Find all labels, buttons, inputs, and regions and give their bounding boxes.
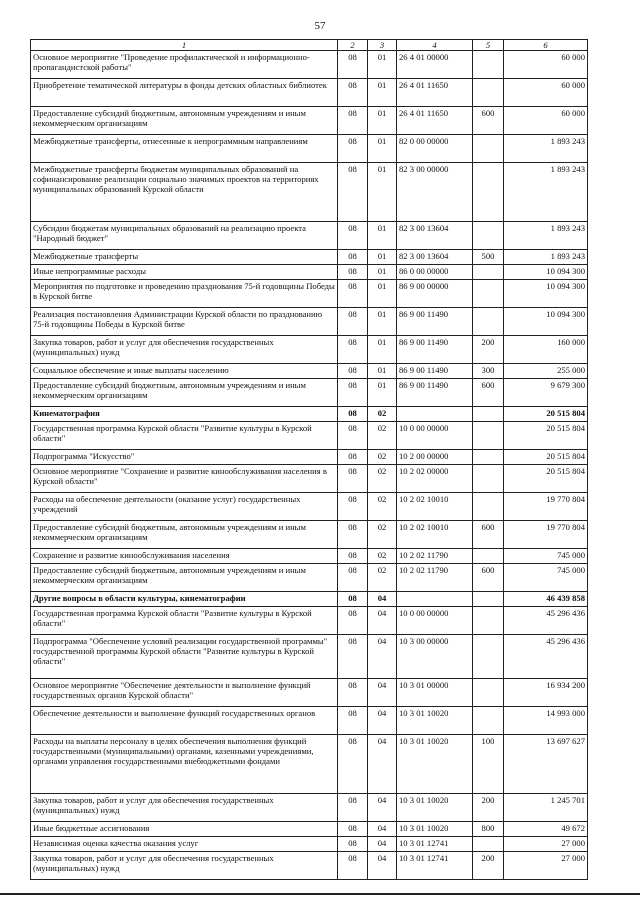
amount-cell: 20 515 804	[504, 465, 588, 493]
expense-type-cell: 300	[473, 364, 504, 379]
table-row	[31, 592, 588, 607]
section-code-cell: 08	[338, 79, 368, 107]
subsection-code-cell: 02	[368, 549, 397, 564]
target-article-cell: 86 9 00 00000	[397, 280, 473, 308]
section-code-cell: 08	[338, 852, 368, 880]
subsection-code-cell: 04	[368, 837, 397, 852]
table-row	[31, 379, 588, 407]
section-code-cell: 08	[338, 607, 368, 635]
column-header: 4	[397, 40, 473, 51]
section-code-cell: 08	[338, 592, 368, 607]
target-article-cell: 82 0 00 00000	[397, 135, 473, 163]
row-name-cell: Обеспечение деятельности и выполнение функций государственных органов	[31, 707, 338, 735]
row-name-cell: Иные бюджетные ассигнования	[31, 822, 338, 837]
amount-cell: 19 770 804	[504, 493, 588, 521]
target-article-cell: 10 3 01 10020	[397, 735, 473, 794]
expense-type-cell: 200	[473, 852, 504, 880]
amount-cell: 10 094 300	[504, 280, 588, 308]
expense-type-cell	[473, 707, 504, 735]
target-article-cell: 10 2 02 11790	[397, 564, 473, 592]
table-row	[31, 107, 588, 135]
subsection-code-cell: 02	[368, 450, 397, 465]
subsection-code-cell: 01	[368, 51, 397, 79]
table-row	[31, 407, 588, 422]
amount-cell: 1 893 243	[504, 222, 588, 250]
expense-type-cell	[473, 607, 504, 635]
row-name-cell: Предоставление субсидий бюджетным, автономным учреждениям и иным некоммерческим организациям	[31, 379, 338, 407]
expense-type-cell	[473, 450, 504, 465]
subsection-code-cell: 02	[368, 521, 397, 549]
row-name-cell: Предоставление субсидий бюджетным, автономным учреждениям и иным некоммерческим организациям	[31, 107, 338, 135]
amount-cell: 13 697 627	[504, 735, 588, 794]
section-code-cell: 08	[338, 549, 368, 564]
subsection-code-cell: 04	[368, 707, 397, 735]
target-article-cell: 26 4 01 11650	[397, 107, 473, 135]
amount-cell: 45 296 436	[504, 635, 588, 679]
target-article-cell: 86 9 00 11490	[397, 308, 473, 336]
table-row	[31, 549, 588, 564]
section-code-cell: 08	[338, 679, 368, 707]
column-header: 1	[31, 40, 338, 51]
subsection-code-cell: 01	[368, 107, 397, 135]
expense-type-cell	[473, 422, 504, 450]
subsection-code-cell: 04	[368, 635, 397, 679]
subsection-code-cell: 04	[368, 607, 397, 635]
subsection-code-cell: 01	[368, 308, 397, 336]
subsection-code-cell: 04	[368, 592, 397, 607]
section-code-cell: 08	[338, 794, 368, 822]
row-name-cell: Закупка товаров, работ и услуг для обеспечения государственных (муниципальных) нужд	[31, 794, 338, 822]
table-row	[31, 607, 588, 635]
column-header: 6	[504, 40, 588, 51]
row-name-cell: Приобретение тематической литературы в фонды детских областных библиотек	[31, 79, 338, 107]
table-row	[31, 79, 588, 107]
target-article-cell: 82 3 00 00000	[397, 163, 473, 222]
subsection-code-cell: 01	[368, 364, 397, 379]
row-name-cell: Предоставление субсидий бюджетным, автономным учреждениям и иным некоммерческим организациям	[31, 521, 338, 549]
subsection-code-cell: 01	[368, 280, 397, 308]
expense-type-cell	[473, 308, 504, 336]
amount-cell: 745 000	[504, 549, 588, 564]
table-row	[31, 336, 588, 364]
section-code-cell: 08	[338, 493, 368, 521]
table-row	[31, 822, 588, 837]
amount-cell: 20 515 804	[504, 450, 588, 465]
subsection-code-cell: 04	[368, 852, 397, 880]
row-name-cell: Расходы на обеспечение деятельности (оказание услуг) государственных учреждений	[31, 493, 338, 521]
target-article-cell: 86 0 00 00000	[397, 265, 473, 280]
expense-type-cell: 500	[473, 250, 504, 265]
section-code-cell: 08	[338, 837, 368, 852]
subsection-code-cell: 01	[368, 336, 397, 364]
table-row	[31, 837, 588, 852]
target-article-cell: 86 9 00 11490	[397, 364, 473, 379]
table-row	[31, 493, 588, 521]
section-code-cell: 08	[338, 465, 368, 493]
amount-cell: 27 000	[504, 852, 588, 880]
section-code-cell: 08	[338, 336, 368, 364]
expense-type-cell	[473, 163, 504, 222]
section-code-cell: 08	[338, 280, 368, 308]
section-code-cell: 08	[338, 51, 368, 79]
amount-cell: 45 296 436	[504, 607, 588, 635]
expense-type-cell	[473, 407, 504, 422]
row-name-cell: Другие вопросы в области культуры, кинематографии	[31, 592, 338, 607]
subsection-code-cell: 01	[368, 135, 397, 163]
row-name-cell: Подпрограмма "Обеспечение условий реализации государственной программы" государственной программы Курской области "Развитие культуры в Курской области"	[31, 635, 338, 679]
row-name-cell: Межбюджетные трансферты бюджетам муниципальных образований на софинансирование реализации социально значимых проектов на территориях муниципальных образований Курской области	[31, 163, 338, 222]
expense-type-cell	[473, 679, 504, 707]
row-name-cell: Закупка товаров, работ и услуг для обеспечения государственных (муниципальных) нужд	[31, 852, 338, 880]
subsection-code-cell: 01	[368, 79, 397, 107]
subsection-code-cell: 02	[368, 422, 397, 450]
expense-type-cell	[473, 635, 504, 679]
expense-type-cell	[473, 592, 504, 607]
row-name-cell: Кинематография	[31, 407, 338, 422]
amount-cell: 19 770 804	[504, 521, 588, 549]
expense-type-cell	[473, 51, 504, 79]
subsection-code-cell: 01	[368, 222, 397, 250]
subsection-code-cell: 02	[368, 493, 397, 521]
row-name-cell: Независимая оценка качества оказания услуг	[31, 837, 338, 852]
expense-type-cell	[473, 265, 504, 280]
table-row	[31, 308, 588, 336]
table-row	[31, 852, 588, 880]
target-article-cell: 10 2 02 11790	[397, 549, 473, 564]
section-code-cell: 08	[338, 407, 368, 422]
subsection-code-cell: 01	[368, 250, 397, 265]
section-code-cell: 08	[338, 107, 368, 135]
amount-cell: 60 000	[504, 51, 588, 79]
amount-cell: 60 000	[504, 107, 588, 135]
section-code-cell: 08	[338, 822, 368, 837]
table-row	[31, 163, 588, 222]
table-row	[31, 679, 588, 707]
expense-type-cell: 200	[473, 794, 504, 822]
expense-type-cell	[473, 465, 504, 493]
row-name-cell: Основное мероприятие "Сохранение и развитие кинообслуживания населения в Курской области"	[31, 465, 338, 493]
target-article-cell: 82 3 00 13604	[397, 250, 473, 265]
target-article-cell	[397, 407, 473, 422]
expense-type-cell: 200	[473, 336, 504, 364]
row-name-cell: Мероприятия по подготовке и проведению празднования 75-й годовщины Победы в Курской битве	[31, 280, 338, 308]
target-article-cell: 10 3 01 10020	[397, 707, 473, 735]
target-article-cell: 10 2 02 00000	[397, 465, 473, 493]
expense-type-cell	[473, 222, 504, 250]
target-article-cell: 10 2 02 10010	[397, 493, 473, 521]
amount-cell: 255 000	[504, 364, 588, 379]
amount-cell: 1 893 243	[504, 163, 588, 222]
table-row	[31, 564, 588, 592]
section-code-cell: 08	[338, 707, 368, 735]
expense-type-cell: 600	[473, 564, 504, 592]
target-article-cell: 10 2 00 00000	[397, 450, 473, 465]
amount-cell: 14 993 000	[504, 707, 588, 735]
table-row	[31, 794, 588, 822]
table-row	[31, 735, 588, 794]
amount-cell: 160 000	[504, 336, 588, 364]
amount-cell: 49 672	[504, 822, 588, 837]
table-row	[31, 422, 588, 450]
table-row	[31, 465, 588, 493]
amount-cell: 9 679 300	[504, 379, 588, 407]
section-code-cell: 08	[338, 135, 368, 163]
row-name-cell: Основное мероприятие "Обеспечение деятельности и выполнение функций государственных органов Курской области"	[31, 679, 338, 707]
row-name-cell: Иные непрограммные расходы	[31, 265, 338, 280]
subsection-code-cell: 04	[368, 735, 397, 794]
amount-cell: 1 893 243	[504, 135, 588, 163]
row-name-cell: Государственная программа Курской области "Развитие культуры в Курской области"	[31, 607, 338, 635]
section-code-cell: 08	[338, 364, 368, 379]
target-article-cell: 26 4 01 00000	[397, 51, 473, 79]
table-row	[31, 450, 588, 465]
expense-type-cell: 100	[473, 735, 504, 794]
section-code-cell: 08	[338, 222, 368, 250]
target-article-cell: 82 3 00 13604	[397, 222, 473, 250]
amount-cell: 16 934 200	[504, 679, 588, 707]
row-name-cell: Закупка товаров, работ и услуг для обеспечения государственных (муниципальных) нужд	[31, 336, 338, 364]
table-row	[31, 635, 588, 679]
section-code-cell: 08	[338, 265, 368, 280]
table-row	[31, 135, 588, 163]
target-article-cell: 86 9 00 11490	[397, 379, 473, 407]
amount-cell: 46 439 858	[504, 592, 588, 607]
subsection-code-cell: 01	[368, 379, 397, 407]
target-article-cell: 10 3 01 10020	[397, 822, 473, 837]
table-row	[31, 707, 588, 735]
amount-cell: 10 094 300	[504, 308, 588, 336]
section-code-cell: 08	[338, 450, 368, 465]
table-row	[31, 280, 588, 308]
amount-cell: 20 515 804	[504, 422, 588, 450]
column-header: 3	[368, 40, 397, 51]
amount-cell: 1 893 243	[504, 250, 588, 265]
page-number: 57	[314, 20, 326, 32]
section-code-cell: 08	[338, 379, 368, 407]
expense-type-cell	[473, 135, 504, 163]
section-code-cell: 08	[338, 564, 368, 592]
row-name-cell: Государственная программа Курской области "Развитие культуры в Курской области"	[31, 422, 338, 450]
budget-table	[30, 39, 588, 880]
row-name-cell: Расходы на выплаты персоналу в целях обеспечения выполнения функций государственными (муниципальными) органами, казенными учреждениями, органами управления государственными внебюджетными фондами	[31, 735, 338, 794]
subsection-code-cell: 02	[368, 465, 397, 493]
target-article-cell: 10 3 00 00000	[397, 635, 473, 679]
row-name-cell: Основное мероприятие "Проведение профилактической и информационно-пропагандистской работы"	[31, 51, 338, 79]
target-article-cell: 10 3 01 00000	[397, 679, 473, 707]
section-code-cell: 08	[338, 422, 368, 450]
amount-cell: 10 094 300	[504, 265, 588, 280]
expense-type-cell: 600	[473, 107, 504, 135]
column-number-row	[31, 40, 588, 51]
table-row	[31, 521, 588, 549]
section-code-cell: 08	[338, 250, 368, 265]
expense-type-cell	[473, 79, 504, 107]
row-name-cell: Сохранение и развитие кинообслуживания населения	[31, 549, 338, 564]
row-name-cell: Межбюджетные трансферты, отнесенные к непрограммным направлениям	[31, 135, 338, 163]
table-row	[31, 250, 588, 265]
expense-type-cell	[473, 493, 504, 521]
expense-type-cell	[473, 549, 504, 564]
row-name-cell: Предоставление субсидий бюджетным, автономным учреждениям и иным некоммерческим организациям	[31, 564, 338, 592]
table-row	[31, 265, 588, 280]
subsection-code-cell: 04	[368, 679, 397, 707]
table-body	[31, 51, 588, 880]
table-row	[31, 222, 588, 250]
section-code-cell: 08	[338, 635, 368, 679]
subsection-code-cell: 01	[368, 163, 397, 222]
expense-type-cell	[473, 280, 504, 308]
subsection-code-cell: 02	[368, 564, 397, 592]
target-article-cell: 86 9 00 11490	[397, 336, 473, 364]
target-article-cell: 10 2 02 10010	[397, 521, 473, 549]
bottom-divider	[0, 893, 640, 895]
subsection-code-cell: 01	[368, 265, 397, 280]
subsection-code-cell: 02	[368, 407, 397, 422]
amount-cell: 20 515 804	[504, 407, 588, 422]
target-article-cell	[397, 592, 473, 607]
target-article-cell: 26 4 01 11650	[397, 79, 473, 107]
expense-type-cell: 600	[473, 379, 504, 407]
row-name-cell: Социальное обеспечение и иные выплаты населению	[31, 364, 338, 379]
expense-type-cell: 800	[473, 822, 504, 837]
column-header: 2	[338, 40, 368, 51]
row-name-cell: Подпрограмма "Искусство"	[31, 450, 338, 465]
subsection-code-cell: 04	[368, 794, 397, 822]
table-row	[31, 51, 588, 79]
amount-cell: 60 000	[504, 79, 588, 107]
target-article-cell: 10 0 00 00000	[397, 607, 473, 635]
amount-cell: 1 245 701	[504, 794, 588, 822]
target-article-cell: 10 0 00 00000	[397, 422, 473, 450]
target-article-cell: 10 3 01 12741	[397, 837, 473, 852]
column-header: 5	[473, 40, 504, 51]
subsection-code-cell: 04	[368, 822, 397, 837]
section-code-cell: 08	[338, 735, 368, 794]
target-article-cell: 10 3 01 10020	[397, 794, 473, 822]
row-name-cell: Реализация постановления Администрации Курской области по празднованию 75-й годовщины Победы в Курской битве	[31, 308, 338, 336]
section-code-cell: 08	[338, 308, 368, 336]
amount-cell: 745 000	[504, 564, 588, 592]
section-code-cell: 08	[338, 521, 368, 549]
expense-type-cell	[473, 837, 504, 852]
row-name-cell: Межбюджетные трансферты	[31, 250, 338, 265]
expense-type-cell: 600	[473, 521, 504, 549]
row-name-cell: Субсидии бюджетам муниципальных образований на реализацию проекта "Народный бюджет"	[31, 222, 338, 250]
amount-cell: 27 000	[504, 837, 588, 852]
table-row	[31, 364, 588, 379]
section-code-cell: 08	[338, 163, 368, 222]
target-article-cell: 10 3 01 12741	[397, 852, 473, 880]
